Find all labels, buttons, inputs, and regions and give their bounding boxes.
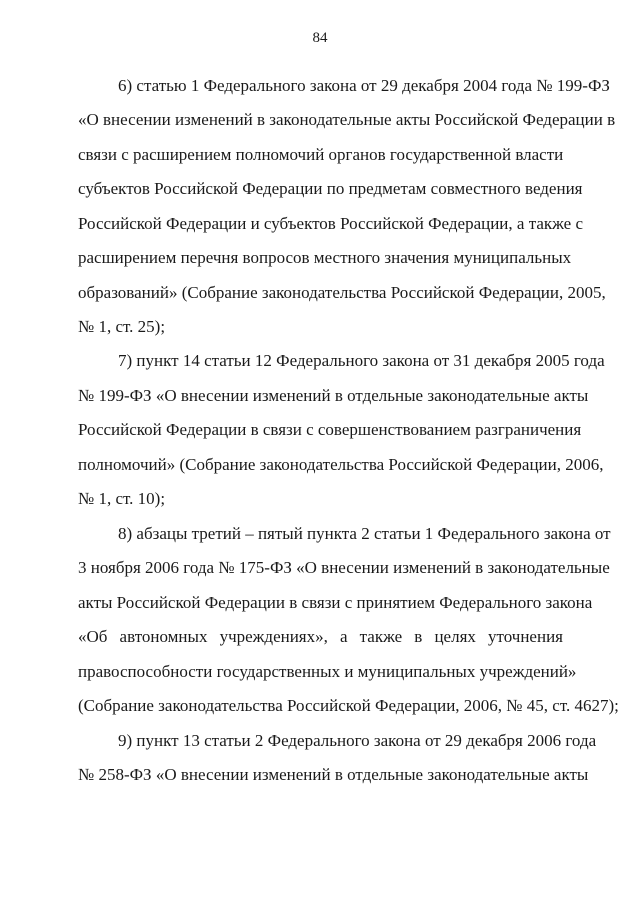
paragraph-8-line-1: 8) абзацы третий – пятый пункта 2 статьи 1 Федерального закона от: [118, 524, 611, 543]
paragraph-6-line-1: 6) статью 1 Федерального закона от 29 декабря 2004 года № 199-ФЗ: [118, 76, 610, 95]
paragraph-6-line-6: расширением перечня вопросов местного значения муниципальных: [78, 248, 572, 267]
paragraph-8-line-6: (Собрание законодательства Российской Федерации, 2006, № 45, ст. 4627);: [78, 696, 619, 715]
page-number: 84: [312, 30, 328, 46]
paragraph-6-line-8: № 1, ст. 25);: [78, 317, 166, 336]
paragraph-7-line-5: № 1, ст. 10);: [78, 489, 166, 508]
paragraph-7-line-2: № 199-ФЗ «О внесении изменений в отдельные законодательные акты: [78, 386, 589, 405]
paragraph-8-line-5: правоспособности государственных и муниципальных учреждений»: [78, 662, 577, 681]
paragraph-7-line-1: 7) пункт 14 статьи 12 Федерального закона от 31 декабря 2005 года: [118, 351, 605, 370]
paragraph-6-line-2: «О внесении изменений в законодательные акты Российской Федерации в: [78, 110, 616, 129]
paragraph-8-line-4: «Об автономных учреждениях», а также в целях уточнения: [78, 627, 563, 646]
paragraph-7-line-4: полномочий» (Собрание законодательства Российской Федерации, 2006,: [78, 455, 604, 474]
paragraph-8-line-2: 3 ноября 2006 года № 175-ФЗ «О внесении изменений в законодательные: [78, 558, 610, 577]
paragraph-9-line-2: № 258-ФЗ «О внесении изменений в отдельные законодательные акты: [78, 765, 589, 784]
paragraph-6-line-5: Российской Федерации и субъектов Российской Федерации, а также с: [78, 214, 584, 233]
paragraph-6-line-7: образований» (Собрание законодательства Российской Федерации, 2005,: [78, 283, 606, 302]
paragraph-7-line-3: Российской Федерации в связи с совершенствованием разграничения: [78, 420, 582, 439]
paragraph-9-line-1: 9) пункт 13 статьи 2 Федерального закона от 29 декабря 2006 года: [118, 731, 597, 750]
paragraph-6-line-3: связи с расширением полномочий органов государственной власти: [78, 145, 564, 164]
paragraph-8-line-3: акты Российской Федерации в связи с принятием Федерального закона: [78, 593, 593, 612]
paragraph-6-line-4: субъектов Российской Федерации по предметам совместного ведения: [78, 179, 583, 198]
